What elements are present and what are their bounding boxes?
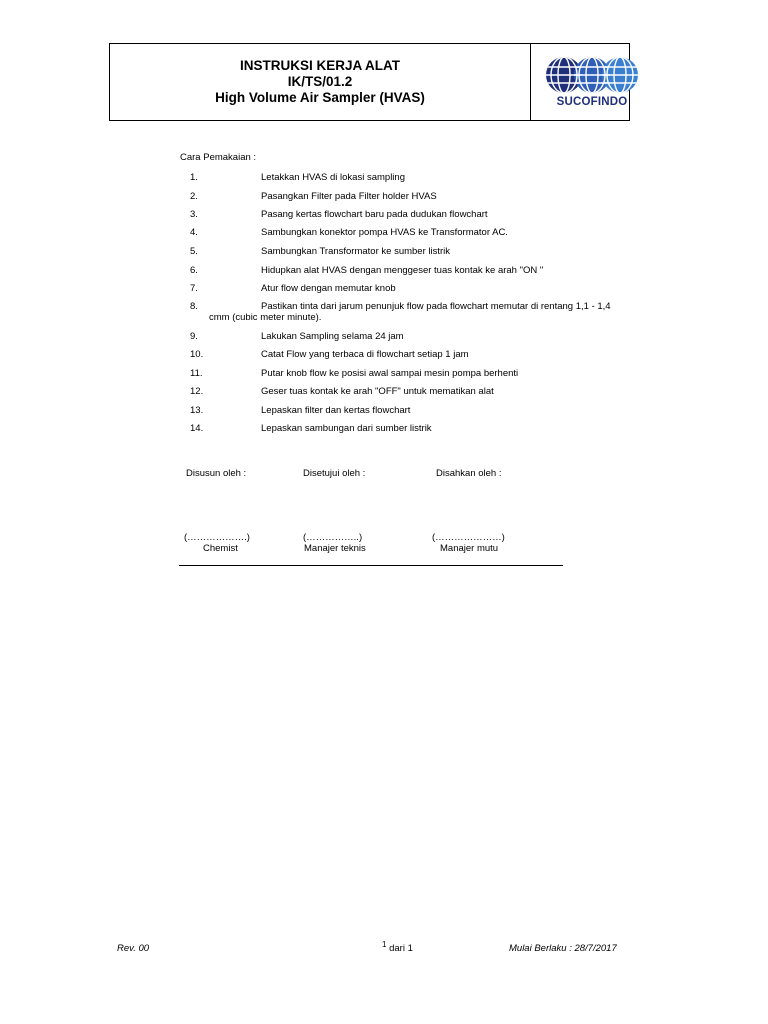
step-text: Putar knob flow ke posisi awal sampai mesin pompa berhenti xyxy=(261,368,519,379)
page-total: dari 1 xyxy=(389,943,413,954)
ratified-role: Manajer mutu xyxy=(440,543,499,554)
step-number: 11. xyxy=(190,368,203,379)
step-text-continued: cmm (cubic meter minute). xyxy=(209,312,322,323)
approved-role: Manajer teknis xyxy=(304,543,366,554)
step-text: Geser tuas kontak ke arah "OFF" untuk mematikan alat xyxy=(261,386,494,397)
prepared-by-label: Disusun oleh : xyxy=(186,468,247,479)
step-number: 6. xyxy=(190,265,198,276)
revision-label: Rev. 00 xyxy=(117,943,150,954)
approved-signature-line: (……………..) xyxy=(303,532,363,543)
step-number: 5. xyxy=(190,246,198,257)
step-number: 4. xyxy=(190,227,198,238)
step-number: 7. xyxy=(190,283,198,294)
step-number: 3. xyxy=(190,209,198,220)
step-text: Letakkan HVAS di lokasi sampling xyxy=(261,172,405,183)
ratified-signature-line: (…………………) xyxy=(432,532,505,543)
header-divider xyxy=(530,44,531,120)
step-text: Lepaskan filter dan kertas flowchart xyxy=(261,405,411,416)
step-number: 13. xyxy=(190,405,204,416)
step-text: Sambungkan Transformator ke sumber listrik xyxy=(261,246,451,257)
step-text: Pastikan tinta dari jarum penunjuk flow pada flowchart memutar di rentang 1,1 - 1,4 xyxy=(261,301,611,312)
title-line-1: INSTRUKSI KERJA ALAT xyxy=(239,58,400,73)
step-number: 14. xyxy=(190,423,204,434)
step-text: Hidupkan alat HVAS dengan menggeser tuas kontak ke arah "ON " xyxy=(261,265,544,276)
step-number: 9. xyxy=(190,331,198,342)
step-text: Atur flow dengan memutar knob xyxy=(261,283,396,294)
title-line-3: High Volume Air Sampler (HVAS) xyxy=(215,90,425,105)
step-text: Lakukan Sampling selama 24 jam xyxy=(261,331,404,342)
page-number: 1 xyxy=(382,939,387,949)
prepared-role: Chemist xyxy=(203,543,238,554)
step-text: Pasang kertas flowchart baru pada dudukan flowchart xyxy=(261,209,488,220)
globe-icon xyxy=(542,56,642,96)
document-header xyxy=(109,43,630,121)
effective-date: Mulai Berlaku : 28/7/2017 xyxy=(509,943,617,954)
step-number: 8. xyxy=(190,301,198,312)
step-text: Lepaskan sambungan dari sumber listrik xyxy=(261,423,432,434)
step-text: Pasangkan Filter pada Filter holder HVAS xyxy=(261,191,437,202)
step-number: 1. xyxy=(190,172,198,183)
document-title xyxy=(110,58,530,106)
title-line-2: IK/TS/01.2 xyxy=(287,74,353,89)
signature-divider xyxy=(179,565,563,566)
section-label: Cara Pemakaian : xyxy=(180,152,257,163)
approved-by-label: Disetujui oleh : xyxy=(303,468,366,479)
sucofindo-logo xyxy=(542,56,642,112)
prepared-signature-line: (……………….) xyxy=(184,532,250,543)
step-number: 10. xyxy=(190,349,204,360)
step-number: 12. xyxy=(190,386,204,397)
ratified-by-label: Disahkan oleh : xyxy=(436,468,502,479)
logo-text: SUCOFINDO xyxy=(556,96,628,108)
step-text: Catat Flow yang terbaca di flowchart setiap 1 jam xyxy=(261,349,469,360)
step-number: 2. xyxy=(190,191,198,202)
page-indicator xyxy=(382,939,413,954)
step-text: Sambungkan konektor pompa HVAS ke Transformator AC. xyxy=(261,227,508,238)
